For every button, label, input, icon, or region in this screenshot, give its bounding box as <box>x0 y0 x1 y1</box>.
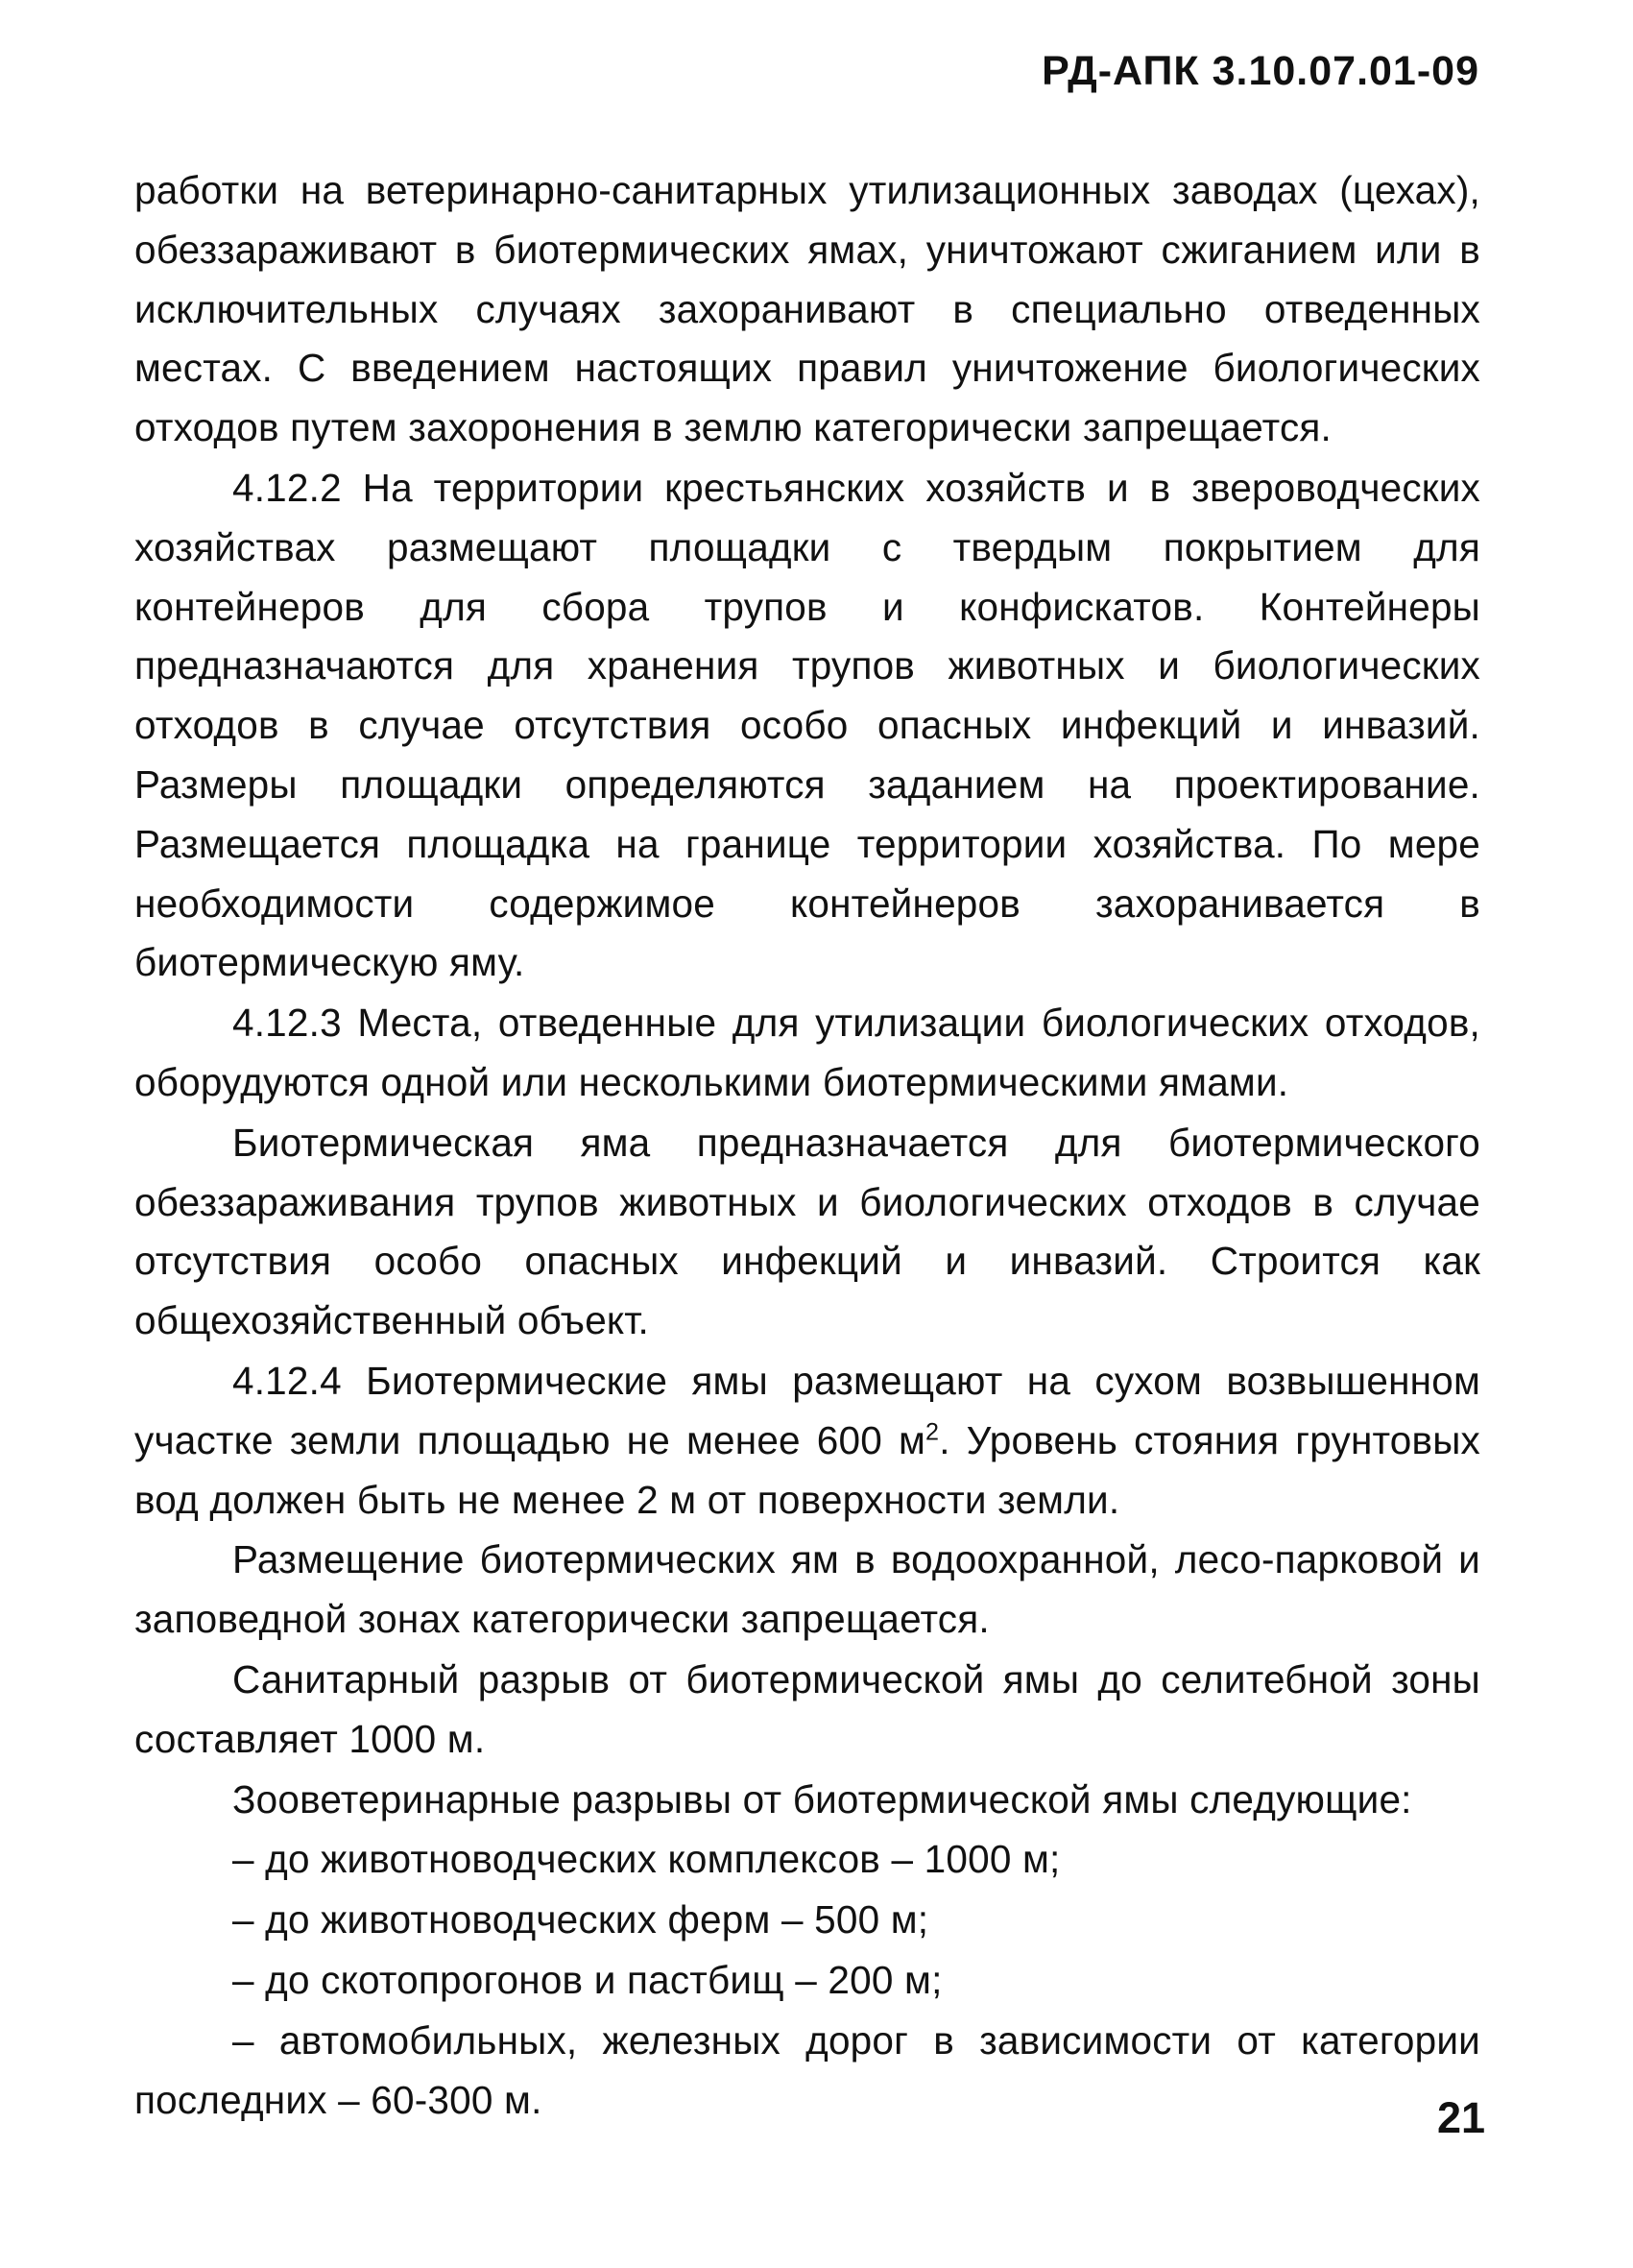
page-number: 21 <box>1437 2093 1486 2142</box>
paragraph-zoovet-gaps: Зооветеринарные разрывы от биотермической ямы следующие: <box>232 1776 1412 1822</box>
paragraph-biothermal-pit: Биотермическая яма предназначается для биотермического обеззараживания трупов животных и биологических отходов в случае отсутствия особо опасных инфекций и инвазий. Строится как общехозяйственный объект. <box>134 1120 1480 1343</box>
paragraph-text: . Уровень стояния грунтовых вод должен быть не менее 2 м от поверхности земли. <box>134 1417 1480 1522</box>
paragraph-text: 4.12.4 Биотермические ямы размещают на сухом возвышенном участке земли площадью не менее 600 м <box>134 1358 1480 1462</box>
paragraph-sanitary-gap: Санитарный разрыв от биотермической ямы до селитебной зоны составляет 1000 м. <box>134 1656 1480 1761</box>
paragraph-4-12-2: 4.12.2 На территории крестьянских хозяйств и в звероводческих хозяйствах размещают площадки с твердым покрытием для контейнеров для сбора трупов и конфискатов. Контейнеры предназначаются для хранения трупов животных и биологических отходов в случае отсутствия особо опасных инфекций и инвазий. Размеры площадки определяются заданием на проектирование. Размещается площадка на границе территории хозяйства. По мере необходимости содержимое контейнеров захоранивается в биотермическую яму. <box>134 465 1480 985</box>
list-item: – до скотопрогонов и пастбищ – 200 м; <box>232 1957 943 2002</box>
list-item: – до животноводческих ферм – 500 м; <box>232 1897 929 1942</box>
list-item: – автомобильных, железных дорог в зависимости от категории последних – 60-300 м. <box>134 2017 1480 2122</box>
paragraph-4-12-4 <box>134 1352 1480 1530</box>
paragraph-placement-ban: Размещение биотермических ям в водоохранной, лесо-парковой и заповедной зонах категорически запрещается. <box>134 1537 1480 1642</box>
paragraph-continuation <box>134 161 1480 458</box>
list-item: – до животноводческих комплексов – 1000 м; <box>232 1837 1061 1882</box>
paragraph-text-italic: С введением настоящих правил уничтожение биологических отходов путем захоронения в землю категорически запрещается. <box>134 346 1481 450</box>
superscript: 2 <box>925 1418 940 1446</box>
paragraph-text: работки на ветеринарно-санитарных утилизационных заводах (цехах), обеззараживают в биотермических ямах, уничтожают сжиганием или в исключительных случаях захоранивают в специально отведенных местах. <box>134 168 1480 391</box>
paragraph-4-12-3: 4.12.3 Места, отведенные для утилизации биологических отходов, оборудуются одной или несколькими биотермическими ямами. <box>134 1001 1480 1104</box>
document-code: РД-АПК 3.10.07.01-09 <box>1042 48 1479 94</box>
document-body <box>134 161 1480 2131</box>
